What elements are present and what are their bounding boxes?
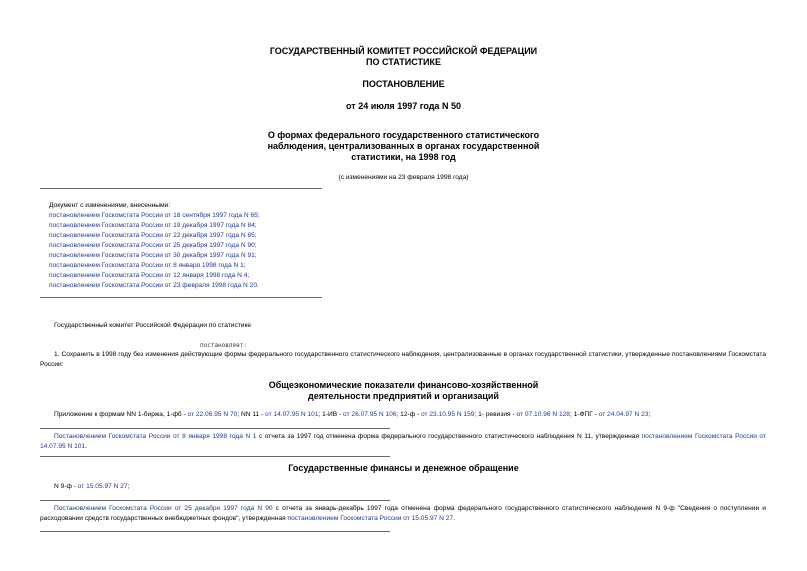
form-link[interactable]: от 15.05.97 N 27: [77, 483, 128, 490]
amendment-note-1: [40, 432, 766, 452]
changes-link[interactable]: постановлением Госкомстата России от 25 декабря 1997 года N 90;: [49, 242, 257, 249]
document-type: ПОСТАНОВЛЕНИЕ: [362, 79, 445, 89]
document-date: от 24 июля 1997 года N 50: [346, 101, 461, 111]
amendment-note: (с изменениями на 23 февраля 1998 года): [338, 174, 469, 181]
divider: [40, 188, 322, 189]
document-title-line3: статистики, на 1998 год: [351, 152, 456, 162]
note-text: с отчета за 1997 год отменена форма федерального государственного статистического наблюдения N 11, утвержденная: [256, 433, 642, 440]
changes-link[interactable]: постановлением Госкомстата России от 19 декабря 1997 года N 84;: [49, 222, 257, 229]
changes-link[interactable]: постановлением Госкомстата России от 8 января 1998 года N 1;: [49, 262, 246, 269]
document-title-line2: наблюдения, централизованных в органах государственной: [267, 141, 540, 151]
appendix-link[interactable]: от 23.10.95 N 159: [421, 411, 475, 418]
org-name-line1: ГОСУДАРСТВЕННЫЙ КОМИТЕТ РОССИЙСКОЙ ФЕДЕРАЦИИ: [269, 46, 538, 56]
appendix-line: [54, 410, 650, 420]
changes-link[interactable]: постановлением Госкомстата России от 18 сентября 1997 года N 65;: [49, 212, 260, 219]
divider: [40, 297, 322, 298]
appendix-link[interactable]: от 14.07.95 N 101: [265, 411, 319, 418]
appendix-text: ; 1-ФПГ -: [569, 411, 599, 418]
note-text: .: [453, 515, 455, 522]
form-text: N 9-ф -: [54, 483, 78, 490]
appendix-text: ; 12-ф -: [396, 411, 421, 418]
appendix-text: Приложение к формам NN 1-биржа, 1-фб -: [54, 411, 188, 418]
note-text: .: [85, 443, 87, 450]
appendix-link[interactable]: от 24.04.97 N 23: [598, 411, 649, 418]
form-9f-line: [54, 482, 129, 492]
changes-link[interactable]: постановлением Госкомстата России от 22 декабря 1997 года N 85;: [49, 232, 257, 239]
note-link[interactable]: Постановлением Госкомстата России от 8 января 1998 года N 1: [54, 433, 257, 440]
section-title-line1: Общеэкономические показатели финансово-хозяйственной: [268, 380, 539, 390]
note-text: с отчета за январь-декабрь 1997 года отменена форма федерального государственного статистического наблюдения N 9-ф "Сведения о поступлении и расходовании средств государственных внебюджетных фондов", утвержденная: [40, 505, 766, 522]
divider: [40, 500, 390, 501]
appendix-link[interactable]: от 07.10.96 N 128: [516, 411, 570, 418]
note-link[interactable]: постановлением Госкомстата России от 15.05.97 N 27: [287, 515, 454, 522]
appendix-text: ; 1- ревизия -: [474, 411, 517, 418]
paragraph-1: 1. Сохранить в 1998 году без изменения действующие формы федерального государственного статистического наблюдения, централизованные в органах государственной статистики, утвержденные постановлениями Госкомстата России:: [40, 351, 766, 368]
divider: [40, 456, 390, 457]
org-name-line2: ПО СТАТИСТИКЕ: [366, 57, 441, 67]
appendix-link[interactable]: от 26.07.95 N 106: [343, 411, 397, 418]
divider: [40, 531, 390, 532]
changes-link[interactable]: постановлением Госкомстата России от 23 февраля 1998 года N 20.: [49, 282, 259, 289]
resolves-label: постановляет:: [200, 342, 247, 349]
form-text: ;: [127, 483, 130, 490]
note-link[interactable]: Постановлением Госкомстата России от 25 декабря 1997 года N 90: [54, 505, 273, 512]
document-title-line1: О формах федерального государственного статистического: [267, 130, 540, 140]
divider: [40, 428, 390, 429]
appendix-link[interactable]: от 22.06.95 N 70: [187, 411, 238, 418]
committee-name: Государственный комитет Российской Федерации по статистике: [54, 322, 252, 329]
section-title-2: Государственные финансы и денежное обращение: [288, 463, 519, 473]
changes-link[interactable]: постановлением Госкомстата России от 30 декабря 1997 года N 91;: [49, 252, 257, 259]
amendment-note-2: [40, 504, 766, 524]
appendix-text: ;: [648, 411, 651, 418]
appendix-text: ; 1-ИВ -: [318, 411, 344, 418]
section-title-line2: деятельности предприятий и организаций: [308, 391, 499, 401]
changes-link[interactable]: постановлением Госкомстата России от 12 января 1998 года N 4;: [49, 272, 250, 279]
changes-intro: Документ с изменениями, внесенными:: [49, 202, 171, 209]
appendix-text: ; NN 11 -: [237, 411, 266, 418]
note-link[interactable]: постановлением Госкомстата России от 14.07.95 N 101: [40, 433, 766, 450]
